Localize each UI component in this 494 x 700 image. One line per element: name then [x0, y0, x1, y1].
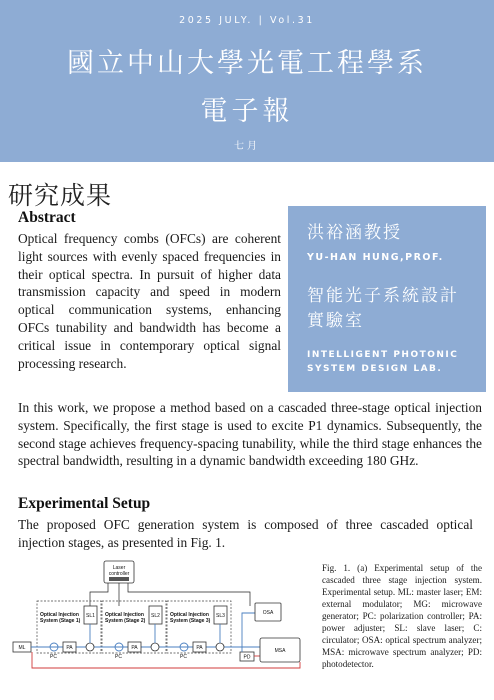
pd-label: PD [243, 654, 251, 661]
stage-1-label-1: Optical Injection [40, 612, 79, 618]
figure-caption: Fig. 1. (a) Experimental setup of the cascaded three stage injection system. Experimental setup. ML: master laser; EM: external modulator; MG: microwave generator; PC: polarization controller; PA: power adjuster; SL: slave laser; C: circulator; OSA: optical spectrum analyzer; MSA: microwave spectrum analyzer; PD: photodetector. [322, 563, 482, 669]
header-banner [0, 0, 494, 162]
circulator-1 [86, 643, 94, 651]
osa-branch [242, 613, 255, 647]
professor-name-cn: 洪裕涵教授 [307, 223, 402, 243]
sl1-label: SL1 [86, 613, 95, 619]
setup-heading: Experimental Setup [18, 495, 151, 512]
author-info-box [288, 206, 486, 392]
stage-2-label-2: System (Stage 2) [105, 618, 146, 624]
newsletter-title: 電子報 [200, 96, 294, 127]
pa-3-label: PA [196, 645, 203, 651]
abstract-paragraph-2: In this work, we propose a method based on a cascaded three-stage optical injection system. Specifically, the first stage is used to excite P1 dynamics. Subsequently, the second stage achieves frequency-spacing tunability, while the third stage enhances the spectral bandwidth, resulting in a dynamic bandwidth exceeding 180 GHz. [18, 400, 482, 469]
stage-2-label-1: Optical Injection [105, 612, 144, 618]
control-wire-1 [90, 583, 108, 606]
lab-name-en: INTELLIGENT PHOTONIC SYSTEM DESIGN LAB. [307, 350, 459, 374]
pc-2-label: PC [115, 654, 122, 660]
sl3-label: SL3 [216, 613, 225, 619]
msa-label: MSA [274, 648, 286, 654]
circulator-3 [216, 643, 224, 651]
department-title: 國立中山大學光電工程學系 [67, 48, 427, 79]
ml-label: ML [18, 645, 26, 651]
abstract-heading: Abstract [18, 209, 76, 226]
stage-3-label-2: System (Stage 3) [170, 618, 211, 624]
setup-paragraph-1: The proposed OFC generation system is composed of three cascaded optical injection stages, as presented in Fig. 1. [18, 517, 473, 550]
stage-1-label-2: System (Stage 1) [40, 618, 81, 624]
lab-name-cn: 智能光子系統設計實驗室 [307, 286, 459, 331]
laser-controller-label-1: Laser [112, 565, 126, 571]
professor-name-en: YU-HAN HUNG,PROF. [307, 252, 444, 263]
issue-line: 2025 JULY. | Vol.31 [179, 15, 315, 26]
circulator-2 [151, 643, 159, 651]
osa-label: OSA [262, 610, 274, 616]
stage-3-label-1: Optical Injection [170, 612, 209, 618]
controller-display [109, 577, 129, 581]
pa-2-label: PA [131, 645, 138, 651]
sl2-label: SL2 [151, 613, 160, 619]
pa-1-label: PA [66, 645, 73, 651]
pc-1-label: PC [50, 654, 57, 660]
control-wire-3 [128, 583, 250, 606]
laser-controller-label-2: controller [108, 571, 130, 577]
abstract-paragraph-1: Optical frequency combs (OFCs) are coherent light sources with evenly spaced frequencies in their optical spectra. In pursuit of higher data transmission capacity and speed in modern optical communication systems, enhancing OFCs tunability and bandwidth has become a critical issue in contemporary optical signal processing research. [18, 231, 281, 371]
section-title: 研究成果 [8, 181, 113, 210]
pc-3-label: PC [180, 654, 187, 660]
experimental-setup-figure [10, 558, 314, 694]
month-label: 七月 [234, 141, 260, 152]
